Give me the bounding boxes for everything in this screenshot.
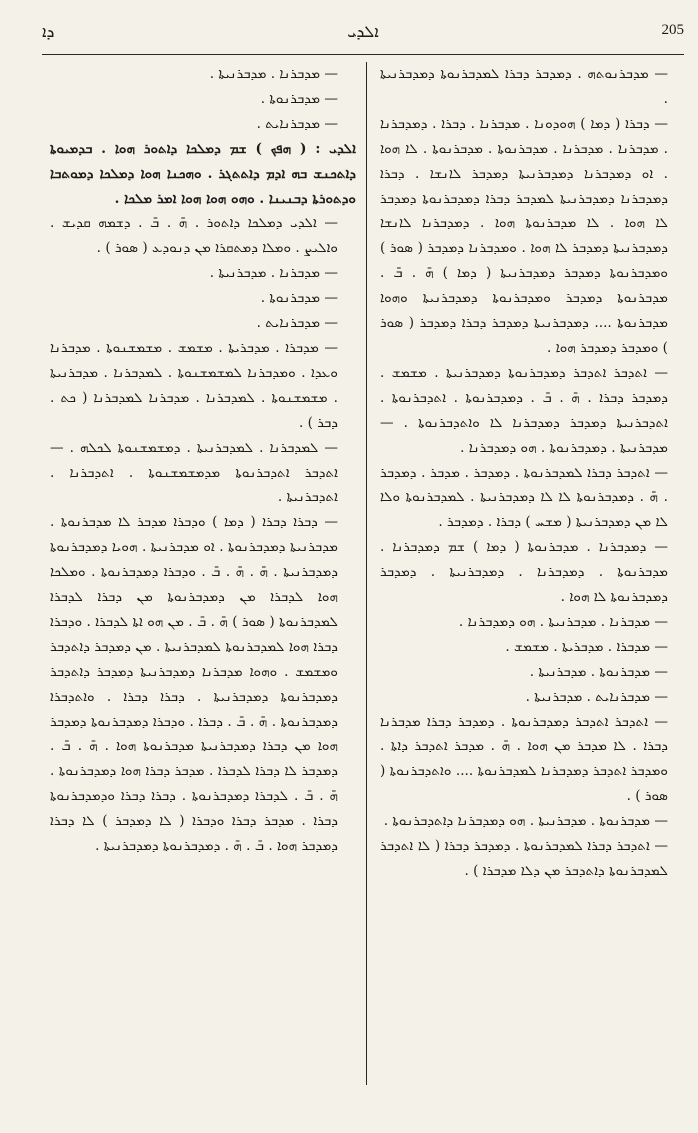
dictionary-entry: — ܡܕܒܪܢܘܬܐ . [260,90,338,107]
dictionary-entry: — ܐܬܕܒܪ ܐܬܕܒܪ ܕܡܕܒܪܢܘܬܐ ܕܡܕܒܪܢܝܬܐ . ܡܫܡܫ . ܕܡܕܒܪ ܕܒܪܐ . ܗ̄ . ܒ̄ . ܕܡܕܒܪܢܘܬܐ . ܐܬܕܒܪܢܘܬܐ . ܐܬܕܒܪܢܝܬܐ ܕܡܕܒܪ ܕܡܕܒܪܢܐ ܠܐ ܘܐܬܕܒܪܢܘܬܐ . — ܡܕܒܪܢܝܬܐ . ܕܡܕܒܪܢܘܬܐ . ܗܘ ܕܡܕܒܪܢܐ . [380,364,668,456]
dictionary-entry: — ܕܡܕܒܪܢܐ . ܡܕܒܪܢܘܬܐ ( ܕܡܐ ) ܫܡ ܕܡܕܒܪܢܐ . ܡܕܒܪܢܘܬܐ . ܕܡܕܒܪܢܐ . ܕܡܕܒܪܢܝܬܐ . ܕܡܕܒܪ ܕܡܕܒܪܢܘܬܐ ܠܐ ܗܘܐ . [380,539,668,606]
dictionary-entry: — ܡܕܒܪܢܘܬܐ . ܡܕܒܪܢܝܬܐ . [529,663,668,680]
header-rule [42,54,684,55]
dictionary-entry: — ܡܕܒܪܢܐ . ܡܕܒܪܢܝܬܐ . [209,66,338,82]
dictionary-entry: ܐܠܕܝ : ( ܗܦܟ ) ܫܡ ܕܡܠܟܐ ܕܐܬܘܪ ܗܘܐ . ܒܕܡܝܘܬܐ ܕܐܬܟܢܫ ܒܗ ܐܕܡ ܕܐܬܬܓܪ . ܘܗܟܢܐ ܗܘܐ ܕܡܠܟܐ ܕܡܘܬܒܐ ܘܕܬܘܪܬܐ ܕܒܢܝܢܐ . ܘܗܘ ܗܘܐ ܗܘܐ ܐܡܪ ܡܠܟܐ . [50,140,356,207]
page-number: 205 [661,22,684,38]
dictionary-entry: — ܠܡܕܒܪܢܐ . ܠܡܕܒܪܢܝܬܐ . ܕܡܫܡܫܢܘܬܐ ܠܟܠܗ . — ܐܬܕܒܪ ܐܬܕܒܪܢܘܬܐ ܡܕܡܫܡܫܢܘܬܐ . ܐܬܕܒܪܢܐ . ܐܬܕܒܪܢܝܬܐ . [50,439,338,506]
dictionary-entry: — ܡܕܒܪܢܐܝܬ . [256,115,338,132]
column-marker: ܕܐ [42,22,55,41]
dictionary-entry: — ܡܕܒܪܢܘܬܐ . ܡܕܒܪܢܝܬܐ . ܗܘ ܕܡܕܒܪܢܐ ܕܐܬܕܒܪܢܘܬܐ . [383,813,668,830]
dictionary-entry: — ܡܕܒܪܢܘܬܐ . [260,290,338,307]
dictionary-entry: — ܕܒܪܐ ܕܒܪܐ ( ܕܡܐ ) ܘܕܒܪܐ ܡܕܒܪ ܠܐ ܡܕܒܪܢܘܬܐ . ܡܕܒܪܢܝܬܐ ܕܡܕܒܪܢܘܬܐ . ܐܘ ܡܕܒܪܢܝܬܐ . ܗܘܝܐ ܕܡܕܒܪܢܘܬܐ ܕܡܕܒܪܢܝܬܐ . ܗ̄ . ܗ̄ . ܒ̄ . ܘܕܒܪܐ ܕܡܕܒܪܢܘܬܐ . ܘܡܠܟܐ ܗܘܐ ܠܕܒܪܐ ܡܢ ܕܡܕܒܪܢܘܬܐ ܡܢ ܕܒܪܐ ܠܕܒܪܐ ܠܡܕܒܪܢܘܬܐ ( ܣܘܪ ) ܗ̄ . ܒ̄ . ܡܢ ܗܘ ܐܬܐ ܠܕܒܪܐ . ܘܕܒܪܐ ܕܒܪܐ ܗܘܐ ܠܡܕܒܪܢܘܬܐ ܠܡܕܒܪܢܝܬܐ . ܡܢ ܕܡܕܒܪ ܕܐܬܕܒܪ ܘܡܫܡܫ . ܘܗܘܐ ܡܕܒܪܢܐ ܕܡܕܒܪܢܝܬܐ ܕܡܕܒܪ ܕܐܬܕܒܪ ܕܡܕܒܪܢܘܬܐ ܕܡܕܒܪܢܝܬܐ . ܕܒܪܐ ܕܒܪܐ . ܘܐܬܕܒܪܐ ܕܡܕܒܪܢܘܬܐ . ܗ̄ . ܒ̄ . ܕܒܪܐ . ܘܕܒܪܐ ܕܡܕܒܪܢܘܬܐ ܕܡܕܒܪ ܗܘܐ ܡܢ ܕܒܪܐ ܕܡܕܒܪܢܝܬܐ ܡܕܒܪܢܘܬܐ ܗܘܐ . ܗ̄ . ܒ̄ . ܕܡܕܒܪ ܠܐ ܕܒܪܐ ܠܕܒܪܐ . ܡܕܒܪ ܕܒܪܐ ܗܘܐ ܕܡܕܒܪܢܘܬܐ . ܗ̄ . ܒ̄ . ܠܕܒܪܐ ܕܡܕܒܪܢܘܬܐ . ܕܒܪܐ ܕܒܪܐ ܘܕܡܕܒܪܢܘܬܐ ܕܒܪܐ . ܡܕܒܪ ܕܒܪܐ ܘܕܒܪܐ ( ܠܐ ܕܡܕܒܪ ) ܠܐ ܕܒܪܐ ܕܡܕܒܪ ܗܘܐ . ܒ̄ . ܗ̄ . ܕܡܕܒܪܢܘܬܐ ܕܡܕܒܪܢܝܬܐ . [50,514,338,855]
dictionary-entry: — ܡܕܒܪܢܐܝܬ . ܡܕܒܪܢܝܬܐ . [525,688,668,705]
column-divider [366,62,367,1085]
right-column [380,62,686,1082]
dictionary-entry: — ܡܕܒܪܐ . ܡܕܒܪܝܬܐ . ܡܫܡܫ . ܡܫܡܫܢܘܬܐ . ܡܕܒܪܢܐ ܘܥܕܐ . ܘܡܕܒܪܢܐ ܠܡܫܡܫܢܘܬܐ . ܠܡܕܒܪܢܐ . ܡܕܒܪܢܝܬܐ . ܡܫܡܫܢܘܬܐ . ܠܡܕܒܪܢܐ . ܡܕܒܪܢܐ ܠܡܕܒܪܢܐ ( ܟܬ . ܕܒܪ ) . [50,339,338,431]
dictionary-entry: — ܐܠܕܝ ܕܡܠܟܐ ܕܐܬܘܪ . ܗ̄ . ܒ̄ . ܕܫܡܗ ܩܕܝܫ . ܘܐܠܝܨ . ܘܡܠܐ ܕܡܬܩܪܐ ܡܢ ܕܢܘܕܥ ( ܣܘܪ ) . [50,215,338,257]
dictionary-entry: — ܐܬܕܒܪ ܐܬܕܒܪ ܕܡܕܒܪܢܘܬܐ . ܕܡܕܒܪ ܕܒܪܐ ܡܕܒܪܢܐ ܕܒܪܐ . ܠܐ ܡܕܒܪ ܡܢ ܗܘܐ . ܗ̄ . ܡܕܒܪ ܐܬܕܒܪ ܕܐܬܐ . ܘܡܕܒܪ ܐܬܕܒܪ ܕܡܕܒܪܢܐ ܠܡܕܒܪܢܘܬܐ .... ܘܐܬܕܒܪܢܘܬܐ ( ܣܘܪ ) . [380,713,668,805]
dictionary-entry: — ܐܬܕܒܪ ܕܒܪܐ ܠܡܕܒܪܢܘܬܐ . ܕܡܕܒܪ ܕܒܪܐ ( ܠܐ ܐܬܕܒܪ ܠܡܕܒܪܢܘܬܐ ܕܐܬܕܒܪ ܡܢ ܕܠܐ ܡܕܒܪܐ ) . [380,838,668,879]
dictionary-entry: — ܕܒܪܐ ( ܕܡܐ ) ܗܘܕܘܢܐ . ܡܕܒܪܢܐ . ܕܒܪܐ . ܕܡܕܒܪܢܐ . ܡܕܒܪܢܐ . ܡܕܒܪܢܐ . ܡܕܒܪܢܘܬܐ . ܡܕܒܪܢܘܬܐ . ܠܐ ܗܘܐ . ܐܘ ܕܡܕܒܪܢܐ ܕܡܕܒܪܢܝܬܐ ܕܡܕܒܪ ܠܐܢܫܐ . ܕܒܪܐ ܕܡܕܒܪܢܐ ܕܡܕܒܪܢܝܬܐ ܠܡܕܒܪ ܕܒܪܐ ܕܡܕܒܪܢܘܬܐ ܕܡܕܒܪ ܠܐ ܗܘܐ . ܠܐ ܡܕܒܪܢܘܬܐ ܗܘܐ . ܕܡܕܒܪܢܐ ܠܐܢܫܐ ܕܡܕܒܪܢܝܬܐ ܕܡܕܒܪ ܠܐ ܗܘܐ . ܘܡܕܒܪܢܐ ܕܡܕܒܪ ( ܣܘܪ ) ܘܡܕܒܪܢܘܬܐ ܕܡܕܒܪ ܕܡܕܒܪܢܝܬܐ ( ܕܡܐ ) ܗ̄ . ܒ̄ . ܡܕܒܪܢܘܬܐ ܕܡܕܒܪ ܘܡܕܒܪܢܘܬܐ ܕܡܕܒܪܢܝܬܐ ܘܗܘܐ ܡܕܒܪܢܘܬܐ .... ܕܡܕܒܪܢܝܬܐ ܕܡܕܒܪ ܕܒܪܐ ܕܡܕܒܪ ( ܣܘܪ ) ܘܡܕܒܪ ܕܡܕܒܪ ܗܘܐ . [380,115,668,356]
dictionary-entry: — ܡܕܒܪܢܘܬܗ . ܕܡܕܒܪ ܕܒܪܐ ܠܡܕܒܪܢܘܬܐ ܕܡܕܒܪܢܝܬܐ . [380,66,668,107]
dictionary-entry: — ܡܕܒܪܐ . ܡܕܒܪܝܬܐ . ܡܫܡܫ . [505,638,668,655]
dictionary-entry: — ܡܕܒܪܢܐܝܬ . [256,315,338,332]
dictionary-entry: — ܡܕܒܪܢܐ . ܡܕܒܪܢܝܬܐ . ܗܘ ܕܡܕܒܪܢܐ . [458,613,668,630]
dictionary-entry: — ܡܕܒܪܢܐ . ܡܕܒܪܢܝܬܐ . [209,265,338,282]
page-header [42,22,684,48]
running-head: ܐܠܕܝ [347,22,379,41]
dictionary-entry: — ܐܬܕܒܪ ܕܒܪܐ ܠܡܕܒܪܢܘܬܐ . ܕܡܕܒܪ . ܡܕܒܪ . ܕܡܕܒܪ . ܗ̄ . ܕܡܕܒܪܢܘܬܐ ܠܐ ܠܐ ܕܡܕܒܪܢܝܬܐ . ܠܡܕܒܪܢܘܬܐ ܘܠܐ ܠܐ ܡܢ ܕܡܕܒܪܢܝܬܐ ( ܡܫܚ ) ܕܒܪܐ . ܕܡܕܒܪ . [380,464,668,531]
left-column [50,62,356,1082]
